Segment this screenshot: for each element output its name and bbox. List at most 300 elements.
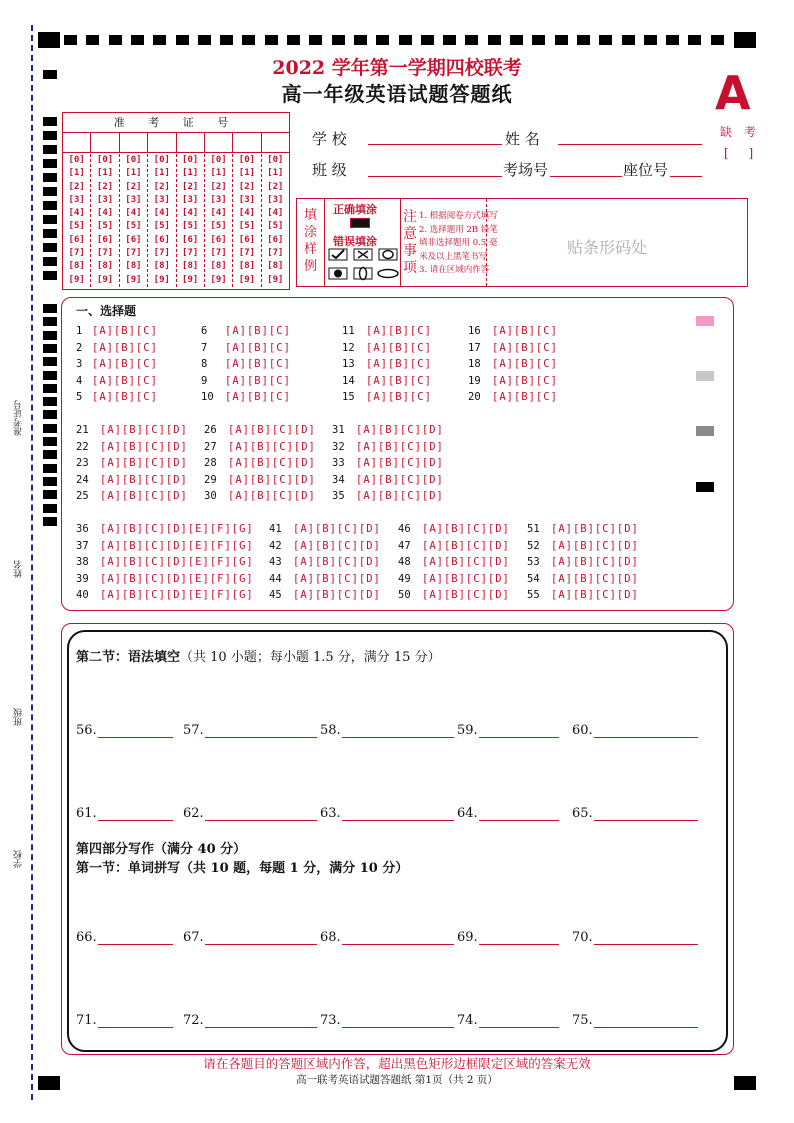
- fill-blank: [572, 930, 593, 945]
- digit-bubble[interactable]: [3]: [182, 194, 199, 205]
- blank-answer-line[interactable]: [342, 737, 454, 738]
- timing-mark: [43, 450, 57, 459]
- digit-bubble[interactable]: [1]: [125, 168, 142, 179]
- timing-mark: [688, 35, 701, 45]
- digit-bubble[interactable]: [7]: [267, 248, 284, 259]
- choice-question[interactable]: [269, 589, 381, 601]
- digit-bubble[interactable]: [4]: [125, 208, 142, 219]
- blank-answer-line[interactable]: [98, 944, 173, 945]
- answer-options[interactable]: [A][B][C]: [366, 358, 432, 370]
- timing-mark: [510, 35, 523, 45]
- digit-bubble[interactable]: [3]: [267, 194, 284, 205]
- choice-question[interactable]: [76, 573, 254, 585]
- answer-options[interactable]: [A][B][C]: [92, 374, 158, 387]
- blank-answer-line[interactable]: [479, 944, 559, 945]
- digit-bubble[interactable]: [9]: [68, 274, 85, 285]
- candidate-digit-cell[interactable]: [120, 133, 148, 152]
- answer-options[interactable]: [A][B][C][D]: [551, 539, 639, 552]
- answer-options[interactable]: [A][B][C][D]: [551, 589, 639, 601]
- digit-bubble[interactable]: [2]: [125, 181, 142, 192]
- answer-options[interactable]: [A][B][C][D]: [551, 523, 639, 535]
- answer-options[interactable]: [A][B][C][D]: [228, 424, 316, 436]
- digit-bubble[interactable]: [3]: [125, 194, 142, 205]
- answer-options[interactable]: [A][B][C][D]: [100, 473, 188, 486]
- absent-checkbox[interactable]: [ ]: [724, 146, 762, 160]
- question-number: 45: [269, 589, 282, 601]
- timing-mark: [176, 35, 189, 45]
- answer-options[interactable]: [A][B][C][D]: [356, 424, 444, 436]
- answer-options[interactable]: [A][B][C][D]: [293, 556, 381, 568]
- digit-bubble[interactable]: [1]: [96, 168, 114, 179]
- question-number: 23: [76, 457, 89, 469]
- blank-answer-line[interactable]: [594, 820, 698, 821]
- exam-room-field[interactable]: [550, 176, 622, 177]
- choice-question[interactable]: [76, 342, 158, 354]
- choice-question[interactable]: [468, 391, 558, 403]
- fill-blank: [320, 806, 341, 821]
- candidate-number-grid: [62, 112, 290, 290]
- digit-bubble[interactable]: [5]: [182, 221, 199, 232]
- choice-question[interactable]: [468, 325, 558, 337]
- answer-options[interactable]: [A][B][C]: [225, 374, 291, 387]
- digit-bubble[interactable]: [7]: [182, 248, 199, 259]
- digit-bubble[interactable]: [0]: [153, 155, 170, 165]
- answer-options[interactable]: [A][B][C][D]: [100, 424, 188, 436]
- timing-mark: [488, 35, 501, 45]
- choice-question[interactable]: [527, 573, 639, 585]
- choice-question[interactable]: [332, 424, 444, 436]
- digit-bubble[interactable]: [9]: [125, 274, 142, 285]
- choice-question[interactable]: [269, 573, 381, 585]
- digit-bubble[interactable]: [0]: [125, 155, 142, 165]
- blank-answer-line[interactable]: [205, 944, 317, 945]
- timing-mark: [43, 517, 57, 526]
- question-number: 7: [201, 341, 208, 354]
- timing-mark: [465, 35, 478, 45]
- choice-question[interactable]: [332, 441, 444, 453]
- digit-bubble[interactable]: [4]: [238, 208, 256, 219]
- digit-bubble[interactable]: [6]: [96, 234, 114, 245]
- fill-blank: [183, 806, 204, 821]
- candidate-digit-cell[interactable]: [91, 133, 119, 152]
- digit-bubble[interactable]: [2]: [182, 181, 199, 192]
- digit-bubble[interactable]: [2]: [210, 181, 227, 192]
- answer-options[interactable]: [A][B][C]: [225, 391, 291, 403]
- choice-question[interactable]: [201, 342, 291, 354]
- choice-question[interactable]: [76, 490, 188, 502]
- digit-bubble[interactable]: [5]: [68, 221, 85, 232]
- blank-answer-line[interactable]: [205, 737, 317, 738]
- answer-options[interactable]: [A][B][C]: [366, 341, 432, 354]
- digit-bubble[interactable]: [0]: [68, 155, 85, 165]
- wrong-fill-label: 错误填涂: [333, 235, 377, 248]
- digit-bubble[interactable]: [2]: [238, 181, 256, 192]
- blank-number: 67.: [183, 930, 204, 945]
- choice-question[interactable]: [76, 589, 254, 601]
- digit-bubble[interactable]: [1]: [153, 168, 170, 179]
- digit-bubble[interactable]: [6]: [238, 234, 256, 245]
- blank-number: 72.: [183, 1013, 204, 1028]
- digit-bubble[interactable]: [4]: [267, 208, 284, 219]
- choice-question[interactable]: [76, 441, 188, 453]
- notice-area: [401, 199, 498, 286]
- digit-bubble[interactable]: [4]: [210, 208, 227, 219]
- digit-bubble[interactable]: [6]: [210, 234, 227, 245]
- answer-options[interactable]: [A][B][C][D]: [293, 523, 381, 535]
- blank-answer-line[interactable]: [342, 820, 454, 821]
- digit-bubble[interactable]: [6]: [68, 234, 85, 245]
- calibration-swatch: [696, 371, 714, 381]
- question-number: 4: [76, 374, 83, 387]
- digit-bubble[interactable]: [0]: [267, 155, 284, 165]
- choice-question[interactable]: [76, 457, 188, 469]
- choice-question[interactable]: [201, 358, 291, 370]
- timing-mark: [43, 201, 57, 210]
- answer-options[interactable]: [A][B][C][D]: [100, 440, 188, 453]
- choice-question[interactable]: [468, 375, 558, 387]
- digit-bubble[interactable]: [8]: [125, 261, 142, 272]
- choice-question[interactable]: [76, 424, 188, 436]
- fill-blank: [320, 1013, 341, 1028]
- barcode-label: 贴条形码处: [567, 238, 648, 257]
- choice-question[interactable]: [468, 342, 558, 354]
- timing-mark: [242, 35, 255, 45]
- answer-options[interactable]: [A][B][C][D]: [356, 490, 444, 502]
- fill-blank: [76, 930, 97, 945]
- choice-question[interactable]: [201, 375, 291, 387]
- timing-mark: [43, 410, 57, 419]
- answer-options[interactable]: [A][B][C][D]: [293, 589, 381, 601]
- choice-question[interactable]: [204, 457, 316, 469]
- timing-mark: [43, 437, 57, 446]
- answer-options[interactable]: [A][B][C][D]: [422, 572, 510, 585]
- choice-question[interactable]: [76, 474, 188, 486]
- school-field[interactable]: [368, 144, 502, 145]
- side-label: 姓名: [14, 560, 24, 578]
- choice-question[interactable]: [468, 358, 558, 370]
- name-field[interactable]: [558, 144, 702, 145]
- question-number: 3: [76, 358, 83, 370]
- notice-text: 1. 根据阅卷方式填写 2. 选择题用 2B 铅笔 填非选择题用 0.5 毫 米及以上黑笔书写 3. 请在区域内作答: [419, 211, 498, 275]
- answer-options[interactable]: [A][B][C]: [492, 358, 558, 370]
- digit-bubble[interactable]: [5]: [96, 221, 114, 232]
- answer-options[interactable]: [A][B][C]: [492, 374, 558, 387]
- answer-options[interactable]: [A][B][C]: [366, 374, 432, 387]
- candidate-digit-cell[interactable]: [63, 133, 91, 152]
- choice-question[interactable]: [342, 342, 432, 354]
- blank-answer-line[interactable]: [205, 1027, 317, 1028]
- digit-bubble[interactable]: [7]: [238, 248, 256, 259]
- digit-bubble[interactable]: [0]: [96, 155, 114, 165]
- choice-question[interactable]: [342, 375, 432, 387]
- digit-bubble[interactable]: [6]: [267, 234, 284, 245]
- choice-question[interactable]: [332, 457, 444, 469]
- digit-bubble[interactable]: [7]: [125, 248, 142, 259]
- answer-options[interactable]: [A][B][C][D]: [228, 440, 316, 453]
- blank-answer-line[interactable]: [594, 944, 698, 945]
- digit-bubble[interactable]: [6]: [182, 234, 199, 245]
- question-number: 26: [204, 424, 217, 436]
- question-number: 24: [76, 473, 89, 486]
- choice-question[interactable]: [76, 375, 158, 387]
- absent-label: 缺 考: [720, 125, 760, 139]
- answer-options[interactable]: [A][B][C][D][E][F][G]: [100, 523, 254, 535]
- digit-bubble[interactable]: [2]: [267, 181, 284, 192]
- question-number: 51: [527, 523, 540, 535]
- answer-options[interactable]: [A][B][C][D]: [293, 539, 381, 552]
- question-number: 5: [76, 391, 83, 403]
- choice-question[interactable]: [269, 556, 381, 568]
- blank-number: 63.: [320, 806, 341, 821]
- seat-field[interactable]: [670, 176, 702, 177]
- digit-bubble[interactable]: [3]: [238, 194, 256, 205]
- timing-mark: [43, 145, 57, 154]
- timing-mark: [43, 117, 57, 126]
- blank-answer-line[interactable]: [98, 820, 173, 821]
- candidate-number-title: 准 考 证 号: [63, 113, 289, 133]
- digit-bubble[interactable]: [4]: [96, 208, 114, 219]
- answer-options[interactable]: [A][B][C][D]: [228, 473, 316, 486]
- choice-question[interactable]: [204, 424, 316, 436]
- fill-blank: [572, 806, 593, 821]
- fill-blank: [572, 1013, 593, 1028]
- answer-options[interactable]: [A][B][C][D]: [422, 539, 510, 552]
- choice-question[interactable]: [398, 573, 510, 585]
- digit-bubble[interactable]: [5]: [210, 221, 227, 232]
- blank-answer-line[interactable]: [98, 737, 173, 738]
- digit-bubble[interactable]: [8]: [267, 261, 284, 272]
- blank-answer-line[interactable]: [594, 1027, 698, 1028]
- digit-bubble[interactable]: [8]: [153, 261, 170, 272]
- choice-question[interactable]: [342, 391, 432, 403]
- digit-bubble[interactable]: [3]: [68, 194, 85, 205]
- choice-question[interactable]: [76, 325, 158, 337]
- answer-options[interactable]: [A][B][C][D][E][F][G]: [100, 556, 254, 568]
- digit-bubble[interactable]: [8]: [68, 261, 85, 272]
- fill-blank: [457, 1013, 478, 1028]
- blank-answer-line[interactable]: [98, 1027, 173, 1028]
- timing-mark: [265, 35, 278, 45]
- timing-mark: [555, 35, 568, 45]
- digit-bubble[interactable]: [9]: [267, 274, 284, 285]
- choice-question[interactable]: [204, 474, 316, 486]
- answer-options[interactable]: [A][B][C]: [492, 391, 558, 403]
- question-number: 34: [332, 473, 345, 486]
- choice-question[interactable]: [527, 523, 639, 535]
- digit-bubble[interactable]: [1]: [210, 168, 227, 179]
- digit-bubble[interactable]: [6]: [125, 234, 142, 245]
- answer-options[interactable]: [A][B][C][D]: [422, 523, 510, 535]
- answer-options[interactable]: [A][B][C]: [225, 325, 291, 337]
- fill-blank: [183, 1013, 204, 1028]
- digit-bubble[interactable]: [4]: [153, 208, 170, 219]
- answer-options[interactable]: [A][B][C]: [225, 341, 291, 354]
- timing-mark: [131, 35, 144, 45]
- choice-question[interactable]: [76, 358, 158, 370]
- question-number: 54: [527, 572, 540, 585]
- digit-bubble[interactable]: [9]: [238, 274, 256, 285]
- answer-options[interactable]: [A][B][C]: [92, 341, 158, 354]
- timing-marks-top: [40, 33, 754, 47]
- answer-options[interactable]: [A][B][C][D]: [356, 440, 444, 453]
- answer-options[interactable]: [A][B][C]: [492, 341, 558, 354]
- choice-question[interactable]: [204, 490, 316, 502]
- candidate-digit-cell[interactable]: [262, 133, 289, 152]
- digit-bubble[interactable]: [5]: [267, 221, 284, 232]
- digit-bubble[interactable]: [8]: [96, 261, 114, 272]
- choice-question[interactable]: [342, 358, 432, 370]
- answer-options[interactable]: [A][B][C][D]: [228, 457, 316, 469]
- grammar-title: 第二节：语法填空（共 10 小题；每小题 1.5 分，满分 15 分）: [76, 650, 441, 665]
- digit-bubble[interactable]: [0]: [210, 155, 227, 165]
- question-number: 18: [468, 358, 481, 370]
- blank-answer-line[interactable]: [205, 820, 317, 821]
- choice-question[interactable]: [527, 589, 639, 601]
- digit-bubble[interactable]: [3]: [153, 194, 170, 205]
- timing-mark: [376, 35, 389, 45]
- question-number: 36: [76, 523, 89, 535]
- digit-bubble[interactable]: [0]: [238, 155, 256, 165]
- digit-bubble[interactable]: [9]: [182, 274, 199, 285]
- digit-bubble[interactable]: [1]: [238, 168, 256, 179]
- digit-bubble[interactable]: [1]: [267, 168, 284, 179]
- choice-question[interactable]: [76, 556, 254, 568]
- question-number: 44: [269, 572, 282, 585]
- digit-bubble[interactable]: [5]: [238, 221, 256, 232]
- answer-options[interactable]: [A][B][C]: [92, 358, 158, 370]
- digit-bubble[interactable]: [9]: [96, 274, 114, 285]
- answer-options[interactable]: [A][B][C][D]: [422, 556, 510, 568]
- digit-bubble[interactable]: [8]: [210, 261, 227, 272]
- timing-mark: [287, 35, 300, 45]
- answer-options[interactable]: [A][B][C]: [492, 325, 558, 337]
- digit-bubble[interactable]: [4]: [68, 208, 85, 219]
- digit-bubble[interactable]: [7]: [210, 248, 227, 259]
- digit-bubble[interactable]: [7]: [68, 248, 85, 259]
- choice-question[interactable]: [527, 556, 639, 568]
- blank-answer-line[interactable]: [479, 737, 559, 738]
- answer-options[interactable]: [A][B][C]: [366, 391, 432, 403]
- class-field[interactable]: [368, 176, 502, 177]
- answer-options[interactable]: [A][B][C]: [225, 358, 291, 370]
- answer-options[interactable]: [A][B][C][D]: [293, 572, 381, 585]
- choice-question[interactable]: [332, 474, 444, 486]
- choice-question[interactable]: [269, 523, 381, 535]
- digit-bubble[interactable]: [6]: [153, 234, 170, 245]
- paper-version: A: [715, 66, 751, 120]
- choice-question[interactable]: [269, 540, 381, 552]
- blank-answer-line[interactable]: [594, 737, 698, 738]
- blank-answer-line[interactable]: [342, 944, 454, 945]
- digit-bubble[interactable]: [8]: [182, 261, 199, 272]
- blank-number: 74.: [457, 1013, 478, 1028]
- choice-question[interactable]: [204, 441, 316, 453]
- question-number: 31: [332, 424, 345, 436]
- digit-bubble[interactable]: [7]: [153, 248, 170, 259]
- blank-answer-line[interactable]: [479, 820, 559, 821]
- digit-bubble[interactable]: [3]: [210, 194, 227, 205]
- answer-options[interactable]: [A][B][C][D][E][F][G]: [100, 589, 254, 601]
- answer-options[interactable]: [A][B][C]: [366, 325, 432, 337]
- digit-bubble[interactable]: [4]: [182, 208, 199, 219]
- candidate-digit-column: [262, 154, 289, 287]
- candidate-digit-cell[interactable]: [177, 133, 205, 152]
- choice-question[interactable]: [398, 540, 510, 552]
- choice-question[interactable]: [332, 490, 444, 502]
- fill-blank: [320, 930, 341, 945]
- candidate-digit-column: [91, 154, 119, 287]
- question-number: 11: [342, 325, 355, 337]
- timing-mark: [220, 35, 233, 45]
- digit-bubble[interactable]: [2]: [68, 181, 85, 192]
- answer-options[interactable]: [A][B][C][D]: [228, 490, 316, 502]
- digit-bubble[interactable]: [8]: [238, 261, 256, 272]
- digit-bubble[interactable]: [9]: [153, 274, 170, 285]
- timing-mark: [43, 304, 57, 313]
- answer-options[interactable]: [A][B][C][D]: [100, 490, 188, 502]
- timing-mark: [198, 35, 211, 45]
- choice-question[interactable]: [76, 540, 254, 552]
- answer-options[interactable]: [A][B][C][D]: [422, 589, 510, 601]
- digit-bubble[interactable]: [5]: [125, 221, 142, 232]
- answer-options[interactable]: [A][B][C]: [92, 325, 158, 337]
- answer-options[interactable]: [A][B][C]: [92, 391, 158, 403]
- name-label: 姓 名: [505, 130, 540, 148]
- digit-bubble[interactable]: [7]: [96, 248, 114, 259]
- question-number: 42: [269, 539, 282, 552]
- question-number: 12: [342, 341, 355, 354]
- answer-options[interactable]: [A][B][C][D][E][F][G]: [100, 539, 254, 552]
- answer-options[interactable]: [A][B][C][D]: [551, 556, 639, 568]
- choice-question[interactable]: [201, 325, 291, 337]
- choice-question[interactable]: [527, 540, 639, 552]
- choice-question[interactable]: [76, 391, 158, 403]
- choice-question[interactable]: [342, 325, 432, 337]
- digit-bubble[interactable]: [3]: [96, 194, 114, 205]
- choice-question[interactable]: [398, 589, 510, 601]
- question-number: 15: [342, 391, 355, 403]
- digit-bubble[interactable]: [0]: [182, 155, 199, 165]
- choice-question[interactable]: [76, 523, 254, 535]
- timing-mark: [644, 35, 657, 45]
- digit-bubble[interactable]: [9]: [210, 274, 227, 285]
- digit-bubble[interactable]: [5]: [153, 221, 170, 232]
- digit-bubble[interactable]: [1]: [182, 168, 199, 179]
- question-number: 16: [468, 325, 481, 337]
- timing-mark: [43, 384, 57, 393]
- choice-question[interactable]: [398, 523, 510, 535]
- answer-options[interactable]: [A][B][C][D][E][F][G]: [100, 572, 254, 585]
- side-label: 学校: [14, 850, 24, 868]
- answer-options[interactable]: [A][B][C][D]: [356, 473, 444, 486]
- blank-answer-line[interactable]: [479, 1027, 559, 1028]
- blank-answer-line[interactable]: [342, 1027, 454, 1028]
- blank-number: 73.: [320, 1013, 341, 1028]
- choice-question[interactable]: [201, 391, 291, 403]
- digit-bubble[interactable]: [2]: [96, 181, 114, 192]
- timing-mark: [309, 35, 322, 45]
- candidate-digit-cell[interactable]: [233, 133, 261, 152]
- digit-bubble[interactable]: [1]: [68, 168, 85, 179]
- answer-options[interactable]: [A][B][C][D]: [356, 457, 444, 469]
- answer-options[interactable]: [A][B][C][D]: [100, 457, 188, 469]
- answer-options[interactable]: [A][B][C][D]: [551, 572, 639, 585]
- candidate-digit-cell[interactable]: [148, 133, 176, 152]
- candidate-digit-column: [177, 154, 205, 287]
- candidate-digit-cell[interactable]: [205, 133, 233, 152]
- digit-bubble[interactable]: [2]: [153, 181, 170, 192]
- choice-question[interactable]: [398, 556, 510, 568]
